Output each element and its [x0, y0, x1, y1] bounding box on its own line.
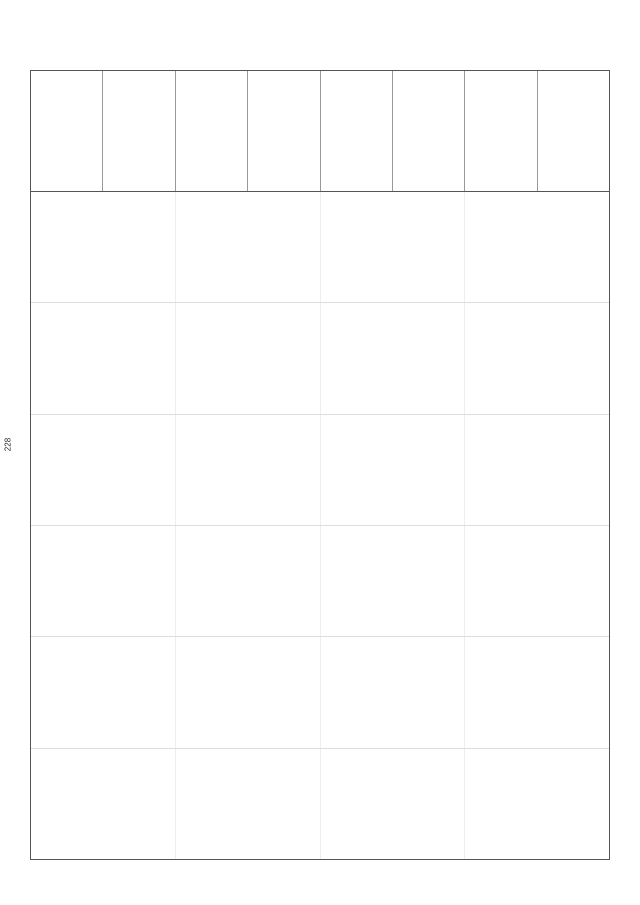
- page-number: 228: [3, 437, 13, 452]
- table-header: [31, 71, 609, 192]
- table-cell: [176, 749, 321, 859]
- table-cell: [321, 637, 466, 747]
- housing-repair-table: [30, 70, 610, 860]
- table-cell: [31, 526, 176, 636]
- table-cell: [176, 526, 321, 636]
- table-cell: [31, 637, 176, 747]
- table-cell: [321, 192, 466, 302]
- header-cell: [103, 71, 175, 191]
- table-row: [31, 526, 609, 637]
- table-cell: [465, 526, 609, 636]
- table-cell: [321, 415, 466, 525]
- header-cell: [465, 71, 537, 191]
- header-cell: [538, 71, 609, 191]
- table-cell: [465, 415, 609, 525]
- header-cell: [321, 71, 393, 191]
- header-cell: [393, 71, 465, 191]
- table-cell: [176, 415, 321, 525]
- table-cell: [31, 415, 176, 525]
- table-cell: [176, 303, 321, 413]
- table-cell: [31, 303, 176, 413]
- table-row: [31, 415, 609, 526]
- table-cell: [176, 192, 321, 302]
- table-cell: [321, 303, 466, 413]
- table-cell: [31, 749, 176, 859]
- header-cell: [248, 71, 320, 191]
- table-cell: [465, 637, 609, 747]
- table-cell: [465, 303, 609, 413]
- header-cell: [31, 71, 103, 191]
- table-cell: [321, 749, 466, 859]
- table-cell: [176, 637, 321, 747]
- table-cell: [465, 192, 609, 302]
- table-row: [31, 192, 609, 303]
- table-row: [31, 637, 609, 748]
- header-cell: [176, 71, 248, 191]
- table-cell: [465, 749, 609, 859]
- table-body: [31, 192, 609, 859]
- table-cell: [321, 526, 466, 636]
- table-row: [31, 749, 609, 859]
- table-row: [31, 303, 609, 414]
- table-cell: [31, 192, 176, 302]
